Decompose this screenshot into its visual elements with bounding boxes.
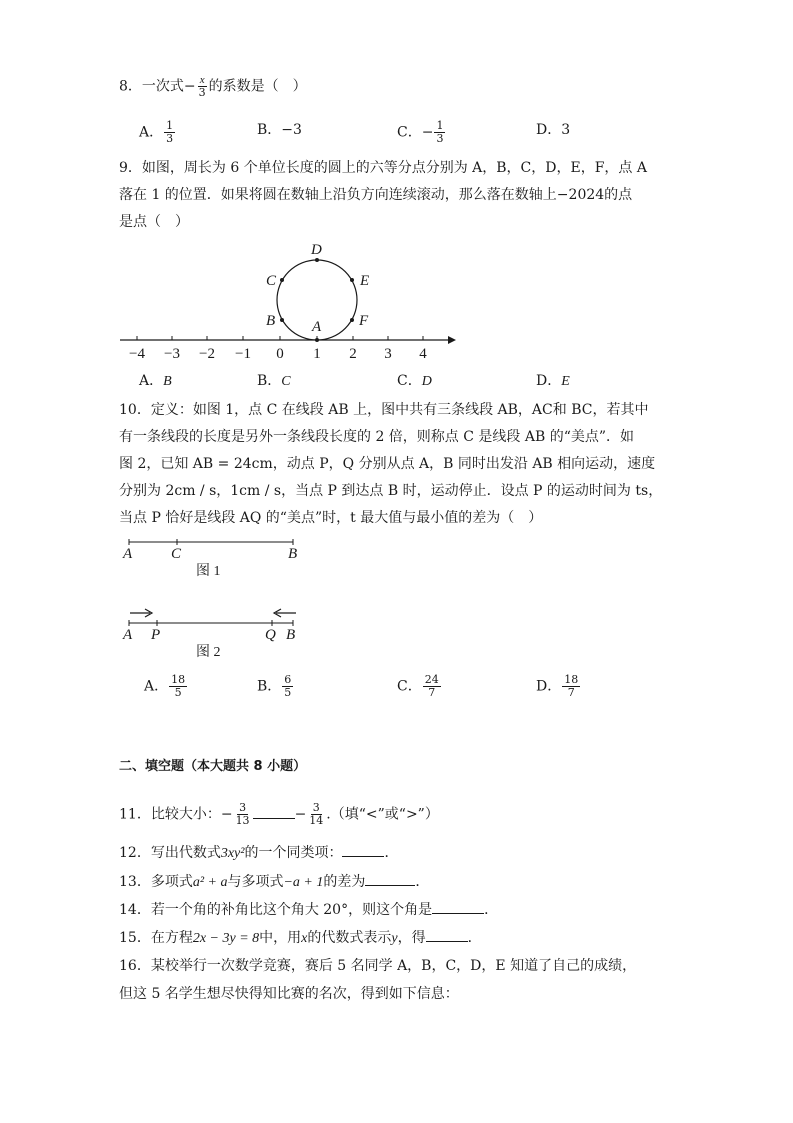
q13-answer-blank[interactable] [365, 871, 415, 886]
q10-option-b[interactable]: B． $\frac{6}{5}$ [257, 673, 292, 699]
q11: 11．比较大小：− $\frac{3}{13}$ − $\frac{3}{14}$ .（填“<”或“>”） [119, 801, 439, 827]
q8-option-d[interactable]: D．3 [536, 122, 571, 138]
q8-option-c[interactable]: C．− $\frac{1}{3}$ [397, 119, 444, 145]
q9-tick-label: 4 [419, 346, 427, 362]
q9-option-a[interactable]: A．B [139, 373, 172, 389]
q9-tick-label: −1 [235, 346, 251, 362]
q11-answer-blank[interactable] [253, 804, 295, 819]
fig1-label-b: B [288, 546, 298, 562]
q8-option-b[interactable]: B．−3 [257, 122, 302, 138]
q9-figure [118, 238, 458, 363]
q10-line3: 图 2，已知 AB = 24cm，动点 P，Q 分别从点 A，B 同时出发沿 AB 相向运动，速度 [119, 456, 656, 472]
q10-figure-2 [118, 603, 308, 659]
q15-answer-blank[interactable] [426, 927, 468, 942]
q8-fraction: $\frac{x}{3}$ [198, 74, 206, 99]
fig2-label-b: B [286, 627, 296, 643]
q16-line1: 16．某校举行一次数学竞赛，赛后 5 名同学 A，B，C，D，E 知道了自己的成绩， [119, 958, 637, 974]
q13: 13．多项式a² + a与多项式−a + 1的差为 ． [119, 871, 429, 893]
section-title: 二、填空题（本大题共 8 小题） [119, 759, 307, 774]
fig2-caption: 图 2 [196, 645, 221, 659]
q16-line2: 但这 5 名学生想尽快得知比赛的名次，得到如下信息： [119, 986, 459, 1002]
q10-option-a[interactable]: A． $\frac{18}{5}$ [144, 673, 186, 699]
q9-option-c[interactable]: C．D [397, 373, 432, 389]
q10-line5: 当点 P 恰好是线段 AQ 的“美点”时，t 最大值与最小值的差为（ ） [119, 510, 543, 526]
q14: 14．若一个角的补角比这个角大 20°，则这个角是 ． [119, 899, 498, 920]
q10-line2: 有一条线段的长度是另外一条线段长度的 2 倍，则称点 C 是线段 AB 的“美点”．如 [119, 429, 635, 445]
q9-point-e: E [360, 273, 370, 289]
q8-stem: 8．一次式− $\frac{x}{3}$ 的系数是（ ） [119, 74, 307, 99]
fig2-label-p: P [151, 627, 161, 643]
q10-line1: 10．定义：如图 1，点 C 在线段 AB 上，图中共有三条线段 AB，AC和 BC，若其中 [119, 402, 649, 418]
q9-tick-label: −2 [199, 346, 215, 362]
q9-tick-label: 2 [349, 346, 357, 362]
q14-answer-blank[interactable] [432, 899, 484, 914]
q9-line2: 落在 1 的位置．如果将圆在数轴上沿负方向连续滚动，那么落在数轴上−2024的点 [119, 187, 633, 203]
q9-option-b[interactable]: B．C [257, 373, 291, 389]
q9-option-d[interactable]: D．E [536, 373, 570, 389]
q9-tick-label: −4 [129, 346, 145, 362]
fig1-caption: 图 1 [196, 564, 221, 579]
fig2-label-q: Q [265, 627, 276, 643]
q15: 15．在方程2x − 3y = 8中，用x的代数式表示y，得 ． [119, 927, 482, 949]
fig1-label-a: A [123, 546, 133, 562]
q12-answer-blank[interactable] [342, 842, 384, 857]
q9-tick-label: 0 [276, 346, 284, 362]
q9-point-f: F [359, 313, 369, 329]
q9-tick-label: 3 [384, 346, 392, 362]
q8-option-a[interactable]: A． $\frac{1}{3}$ [139, 119, 174, 145]
q9-point-b: B [266, 313, 276, 329]
q10-option-c[interactable]: C． $\frac{24}{7}$ [397, 673, 439, 699]
fig1-label-c: C [171, 546, 182, 562]
q10-line4: 分别为 2cm / s，1cm / s，当点 P 到达点 B 时，运动停止．设点 P 的运动时间为 ts， [119, 483, 663, 499]
q9-line1: 9．如图，周长为 6 个单位长度的圆上的六等分点分别为 A，B，C，D，E，F，点 A [119, 160, 647, 176]
q10-figure-1 [118, 534, 308, 580]
q9-tick-label: −3 [164, 346, 180, 362]
q12: 12．写出代数式3xy²的一个同类项： ． [119, 842, 398, 864]
q9-point-c: C [266, 273, 277, 289]
fig2-label-a: A [123, 627, 133, 643]
q9-line3: 是点（ ） [119, 214, 189, 230]
q10-option-d[interactable]: D． $\frac{18}{7}$ [536, 673, 579, 699]
q9-tick-label: 1 [313, 346, 321, 362]
q9-point-d: D [311, 242, 322, 258]
q9-point-a: A [312, 319, 322, 335]
